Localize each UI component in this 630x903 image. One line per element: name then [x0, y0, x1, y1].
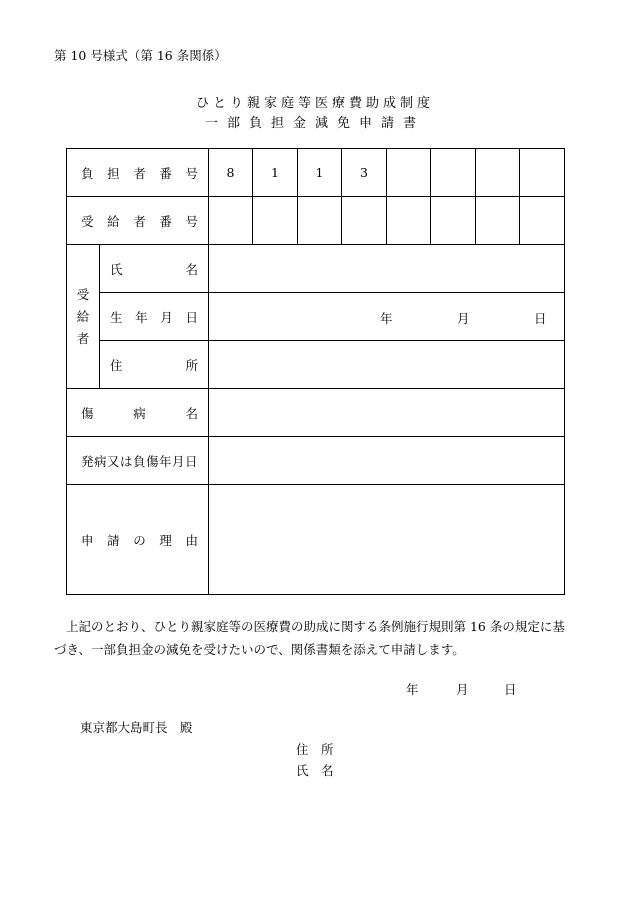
applicant-address-label: 住 所 [296, 742, 334, 757]
application-form-table [66, 148, 565, 595]
birth-month-unit: 月 [457, 311, 470, 326]
reason-label [67, 485, 209, 595]
label-char: 理 [159, 532, 172, 548]
label-char: 生 [110, 309, 123, 325]
birthdate-field[interactable] [209, 293, 565, 341]
recipient-digit-8[interactable] [520, 197, 565, 245]
label-char: 給 [107, 213, 120, 229]
label-char: 番 [159, 165, 172, 181]
label-char: 由 [185, 532, 199, 548]
burden-digit-5[interactable] [387, 149, 431, 197]
address-field[interactable] [209, 341, 565, 389]
birthdate-row [67, 293, 565, 341]
label-char: 受 [76, 286, 90, 302]
label-char: 所 [185, 357, 199, 373]
application-day-unit: 日 [504, 682, 517, 697]
recipient-digit-2[interactable] [253, 197, 298, 245]
label-char: 番 [159, 213, 172, 229]
label-char: 住 [110, 357, 123, 373]
recipient-name-row [67, 245, 565, 293]
address-label-chars [100, 356, 208, 374]
recipient-vertical-label [67, 245, 100, 389]
birth-year-unit: 年 [380, 311, 393, 326]
address-row [67, 341, 565, 389]
addressee: 東京都大島町長 殿 [80, 720, 193, 735]
burden-digit-8[interactable] [520, 149, 565, 197]
onset-label [67, 437, 209, 485]
application-year-unit: 年 [406, 682, 419, 697]
recipient-digit-1[interactable] [209, 197, 253, 245]
recipient-digit-3[interactable] [298, 197, 342, 245]
birth-day-unit: 日 [534, 311, 547, 326]
label-char: 月 [160, 309, 173, 325]
label-char: 者 [133, 213, 146, 229]
label-char: 者 [133, 165, 146, 181]
burden-digit-6[interactable] [431, 149, 476, 197]
label-char: 傷 [81, 405, 94, 421]
address-label [100, 341, 209, 389]
name-label [100, 245, 209, 293]
burden-digit-3[interactable]: 1 [298, 149, 342, 197]
label-char: 給 [76, 308, 90, 324]
label-char: 申 [81, 532, 94, 548]
label-char: 名 [185, 261, 199, 277]
form-number: 第 10 号様式（第 16 条関係） [54, 48, 227, 63]
burden-digit-7[interactable] [476, 149, 520, 197]
birthdate-label-chars [100, 308, 208, 326]
application-month-unit: 月 [456, 682, 469, 697]
birthdate-label [100, 293, 209, 341]
label-char: 日 [185, 309, 198, 325]
form-title-line1: ひとり親家庭等医療費助成制度 [195, 96, 434, 111]
label-char: 者 [76, 330, 90, 346]
label-char: の [133, 532, 146, 548]
recipient-digit-7[interactable] [476, 197, 520, 245]
label-char: 年 [135, 309, 148, 325]
label-char: 請 [107, 532, 120, 548]
reason-label-chars [67, 531, 208, 549]
burden-number-row [67, 149, 565, 197]
declaration-text: 上記のとおり、ひとり親家庭等の医療費の助成に関する条例施行規則第 16 条の規定に基づき、一部負担金の減免を受けたいので、関係書類を添えて申請します。 [54, 619, 565, 657]
reason-field[interactable] [209, 485, 565, 595]
label-char: 負 [81, 165, 94, 181]
disease-field[interactable] [209, 389, 565, 437]
label-char: 病 [133, 405, 146, 421]
recipient-digit-6[interactable] [431, 197, 476, 245]
disease-label [67, 389, 209, 437]
form-title-line2: 一部負担金減免申請書 [204, 116, 425, 131]
burden-number-label-chars [67, 164, 208, 182]
burden-digit-2[interactable]: 1 [253, 149, 298, 197]
label-char: 受 [81, 213, 94, 229]
recipient-number-label [67, 197, 209, 245]
onset-field[interactable] [209, 437, 565, 485]
disease-label-chars [67, 404, 208, 422]
burden-digit-1[interactable]: 8 [209, 149, 253, 197]
recipient-number-row [67, 197, 565, 245]
label-char: 担 [107, 165, 120, 181]
recipient-number-label-chars [67, 212, 208, 230]
recipient-digit-5[interactable] [387, 197, 431, 245]
disease-row [67, 389, 565, 437]
onset-label-text: 発病又は負傷年月日 [81, 453, 199, 469]
burden-digit-4[interactable]: 3 [342, 149, 387, 197]
label-char: 名 [185, 405, 199, 421]
name-label-chars [100, 260, 208, 278]
name-field[interactable] [209, 245, 565, 293]
burden-number-label [67, 149, 209, 197]
reason-row [67, 485, 565, 595]
label-char: 氏 [110, 261, 123, 277]
onset-row [67, 437, 565, 485]
label-char: 号 [185, 165, 199, 181]
applicant-name-label: 氏 名 [296, 763, 334, 778]
label-char: 号 [185, 213, 199, 229]
recipient-digit-4[interactable] [342, 197, 387, 245]
